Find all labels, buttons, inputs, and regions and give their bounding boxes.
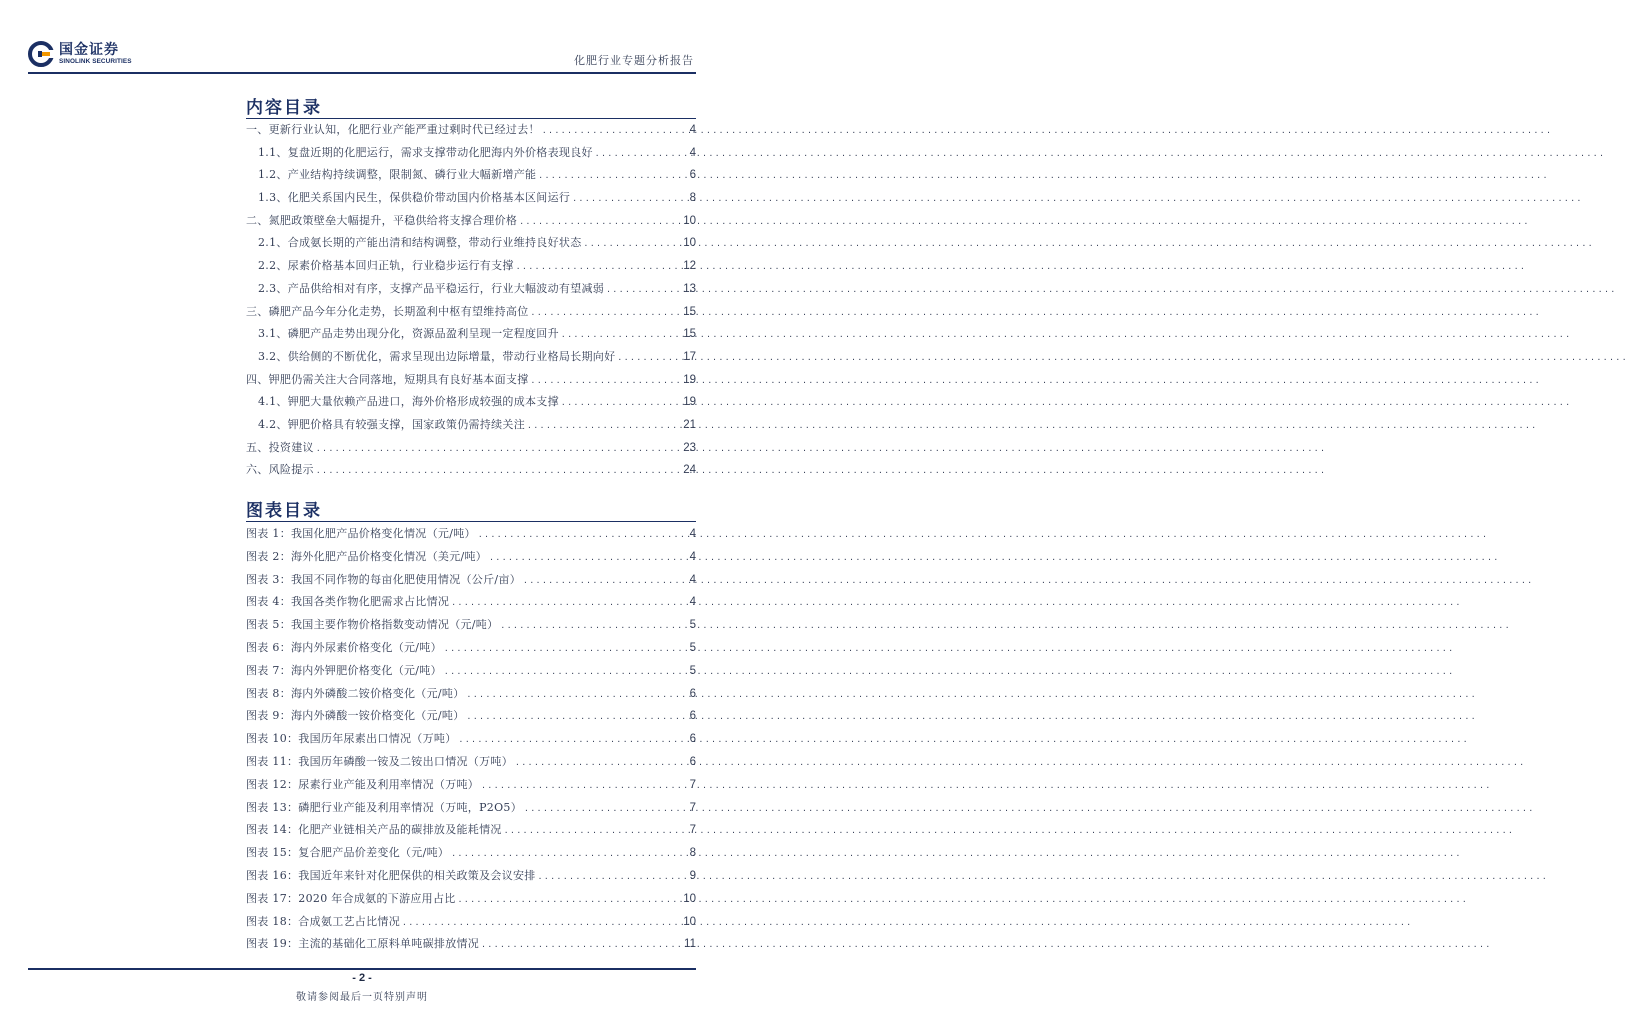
toc-leader-dots [561,398,681,407]
figure-entry-text: 图表 12：尿素行业产能及利用率情况（万吨） [246,777,480,791]
toc-entry-text: 4.1、钾肥大量依赖产品进口，海外价格形成较强的成本支撑 [258,395,559,409]
toc-entry-text: 1.3、化肥关系国内民生，保供稳价带动国内价格基本区间运行 [258,191,571,205]
toc-entry-text: 3.2、供给侧的不断优化，需求呈现出边际增量，带动行业格局长期向好 [258,349,616,363]
toc-entry[interactable] [246,303,696,326]
toc-entry[interactable] [246,280,696,303]
figure-page-number: 5 [689,619,696,632]
figure-page-number: 5 [689,664,696,677]
page-number: - 2 - [352,972,372,984]
figure-entry-text: 图表 5：我国主要作物价格指数变动情况（元/吨） [246,618,499,632]
toc-page-number: 15 [683,328,696,341]
toc-entry-text: 1.2、产业结构持续调整，限制氮、磷行业大幅新增产能 [258,168,537,182]
figure-entry-text: 图表 13：磷肥行业产能及利用率情况（万吨，P2O5） [246,800,523,814]
toc-leader-dots [561,330,681,339]
figure-page-number: 10 [683,892,696,905]
toc-page-number: 19 [683,373,696,386]
toc-entry-text: 4.2、钾肥价格具有较强支撑，国家政策仍需持续关注 [258,417,525,431]
toc-entry-text: 3.1、磷肥产品走势出现分化，资源品盈利呈现一定程度回升 [258,327,559,341]
toc-leader-dots [451,598,687,607]
toc-page-number: 13 [683,282,696,295]
toc-leader-dots [595,149,688,158]
figure-entry-text: 图表 6：海内外尿素价格变化（元/吨） [246,640,442,654]
figure-entry[interactable] [246,639,696,662]
toc-entry-text: 一、更新行业认知，化肥行业产能严重过剩时代已经过去！ [246,123,540,136]
figure-entry[interactable] [246,593,696,616]
toc-leader-dots [584,239,682,248]
toc-entry[interactable] [246,234,696,257]
toc-leader-dots [458,895,682,904]
toc-entry[interactable] [246,439,696,462]
toc-leader-dots [519,217,681,226]
figure-entry-text: 图表 9：海内外磷酸一铵价格变化（元/吨） [246,709,465,723]
toc-leader-dots [481,940,682,949]
toc-leader-dots [538,872,688,881]
logo-cn-text: 国金证券 [59,41,119,58]
contents-list [246,121,696,484]
toc-entry-text: 2.2、尿素价格基本回归正轨，行业稳步运行有支撑 [258,259,514,273]
toc-page-number: 4 [689,146,696,159]
toc-leader-dots [542,126,688,135]
figure-entry[interactable] [246,844,696,867]
figure-entry[interactable] [246,935,696,958]
figure-entry[interactable] [246,799,696,822]
figure-entry[interactable] [246,571,696,594]
header-divider [28,72,696,74]
toc-entry[interactable] [246,348,696,371]
figure-page-number: 4 [689,528,696,540]
toc-page-number: 6 [689,169,696,182]
figure-entry[interactable] [246,662,696,685]
toc-entry-text: 1.1、复盘近期的化肥运行，需求支撑带动化肥海内外价格表现良好 [258,145,593,159]
toc-entry[interactable] [246,325,696,348]
toc-page-number: 12 [683,260,696,273]
toc-leader-dots [467,690,688,699]
contents-title: 内容目录 [246,98,322,118]
contents-title-divider [246,118,696,119]
figure-page-number: 7 [689,801,696,814]
figure-entry-text: 图表 4：我国各类作物化肥需求占比情况 [246,595,450,609]
toc-entry[interactable] [246,212,696,235]
footer-disclaimer: 敬请参阅最后一页特别声明 [296,992,428,1003]
report-title: 化肥行业专题分析报告 [574,54,694,67]
figure-entry[interactable] [246,616,696,639]
page-header [28,38,696,70]
figure-page-number: 7 [689,824,696,837]
figure-entry[interactable] [246,685,696,708]
figure-page-number: 9 [689,869,696,882]
toc-leader-dots [572,194,687,203]
figure-entry[interactable] [246,890,696,913]
toc-entry-text: 三、磷肥产品今年分化走势，长期盈利中枢有望维持高位 [246,304,529,318]
figure-entry-text: 图表 3：我国不同作物的每亩化肥使用情况（公斤/亩） [246,572,521,586]
figure-entry[interactable] [246,548,696,571]
toc-page-number: 24 [683,464,696,477]
toc-page-number: 21 [683,418,696,431]
toc-entry[interactable] [246,166,696,189]
toc-leader-dots [515,758,688,767]
figures-title: 图表目录 [246,501,322,521]
toc-leader-dots [504,826,688,835]
toc-entry[interactable] [246,393,696,416]
figure-entry-text: 图表 11：我国历年磷酸一铵及二铵出口情况（万吨） [246,754,513,768]
figure-entry-text: 图表 2：海外化肥产品价格变化情况（美元/吨） [246,549,488,563]
toc-page-number: 17 [683,350,696,363]
toc-entry[interactable] [246,461,696,484]
figure-entry-text: 图表 17：2020 年合成氨的下游应用占比 [246,891,456,905]
toc-entry-text: 2.3、产品供给相对有序，支撑产品平稳运行，行业大幅波动有望减弱 [258,281,605,295]
figure-entry-text: 图表 8：海内外磷酸二铵价格变化（元/吨） [246,686,465,700]
toc-entry-text: 二、氮肥政策壁垒大幅提升，平稳供给将支撑合理价格 [246,213,518,227]
company-logo [28,40,132,68]
figure-page-number: 6 [689,710,696,723]
toc-page-number: 15 [683,305,696,318]
figure-page-number: 4 [689,573,696,586]
logo-en-text: SINOLINK SECURITIES [59,57,132,65]
toc-leader-dots [467,712,688,721]
toc-leader-dots [606,285,681,294]
toc-page-number: 19 [683,396,696,409]
toc-entry[interactable] [246,144,696,167]
toc-entry-text: 2.1、合成氨长期的产能出清和结构调整，带动行业维持良好状态 [258,236,582,250]
toc-entry[interactable] [246,416,696,439]
toc-entry[interactable] [246,189,696,212]
toc-page-number: 4 [689,124,696,136]
figure-page-number: 8 [689,847,696,860]
toc-entry-text: 四、钾肥仍需关注大合同落地，短期具有良好基本面支撑 [246,372,529,386]
figure-entry[interactable] [246,821,696,844]
figure-entry-text: 图表 10：我国历年尿素出口情况（万吨） [246,732,457,746]
figure-page-number: 4 [689,596,696,609]
figure-page-number: 5 [689,641,696,654]
figure-page-number: 6 [689,733,696,746]
figure-page-number: 6 [689,687,696,700]
figure-page-number: 10 [683,915,696,928]
figure-entry[interactable] [246,867,696,890]
toc-page-number: 23 [683,441,696,454]
figure-page-number: 4 [689,550,696,563]
sinolink-logo-icon [28,41,54,67]
toc-leader-dots [531,308,682,317]
figure-entry-text: 图表 16：我国近年来针对化肥保供的相关政策及会议安排 [246,868,536,882]
figure-page-number: 7 [689,778,696,791]
figure-page-number: 6 [689,755,696,768]
toc-leader-dots [527,421,681,430]
toc-entry[interactable] [246,121,696,144]
toc-leader-dots [524,804,688,813]
toc-leader-dots [523,576,688,585]
figure-entry[interactable] [246,730,696,753]
figure-entry-text: 图表 7：海内外钾肥价格变化（元/吨） [246,663,442,677]
figure-page-number: 11 [684,938,696,951]
toc-page-number: 8 [689,192,696,205]
figure-entry-text: 图表 1：我国化肥产品价格变化情况（元/吨） [246,527,476,540]
toc-leader-dots [478,530,688,539]
toc-leader-dots [516,262,682,271]
toc-leader-dots [451,849,687,858]
toc-entry[interactable] [246,371,696,394]
toc-leader-dots [316,444,681,453]
figure-entry-text: 图表 15：复合肥产品价差变化（元/吨） [246,846,450,860]
toc-leader-dots [459,735,688,744]
figure-entry[interactable] [246,776,696,799]
figures-title-divider [246,521,696,522]
toc-leader-dots [444,667,688,676]
toc-page-number: 10 [683,214,696,227]
toc-leader-dots [500,621,687,630]
figures-list [246,525,696,958]
figure-entry[interactable] [246,707,696,730]
toc-leader-dots [489,553,687,562]
toc-entry[interactable] [246,257,696,280]
toc-entry-text: 五、投资建议 [246,440,314,454]
figure-entry-text: 图表 18：合成氨工艺占比情况 [246,914,400,928]
toc-leader-dots [316,466,681,475]
footer-divider [28,968,696,970]
figure-entry-text: 图表 14：化肥产业链相关产品的碳排放及能耗情况 [246,823,502,837]
figure-entry[interactable] [246,753,696,776]
toc-leader-dots [481,781,688,790]
figure-entry[interactable] [246,525,696,548]
figure-entry-text: 图表 19：主流的基础化工原料单吨碳排放情况 [246,937,480,951]
toc-leader-dots [531,376,682,385]
toc-entry-text: 六、风险提示 [246,463,314,477]
toc-leader-dots [538,171,687,180]
toc-leader-dots [444,644,688,653]
toc-page-number: 10 [683,237,696,250]
toc-leader-dots [402,918,681,927]
toc-leader-dots [617,353,681,362]
figure-entry[interactable] [246,913,696,936]
